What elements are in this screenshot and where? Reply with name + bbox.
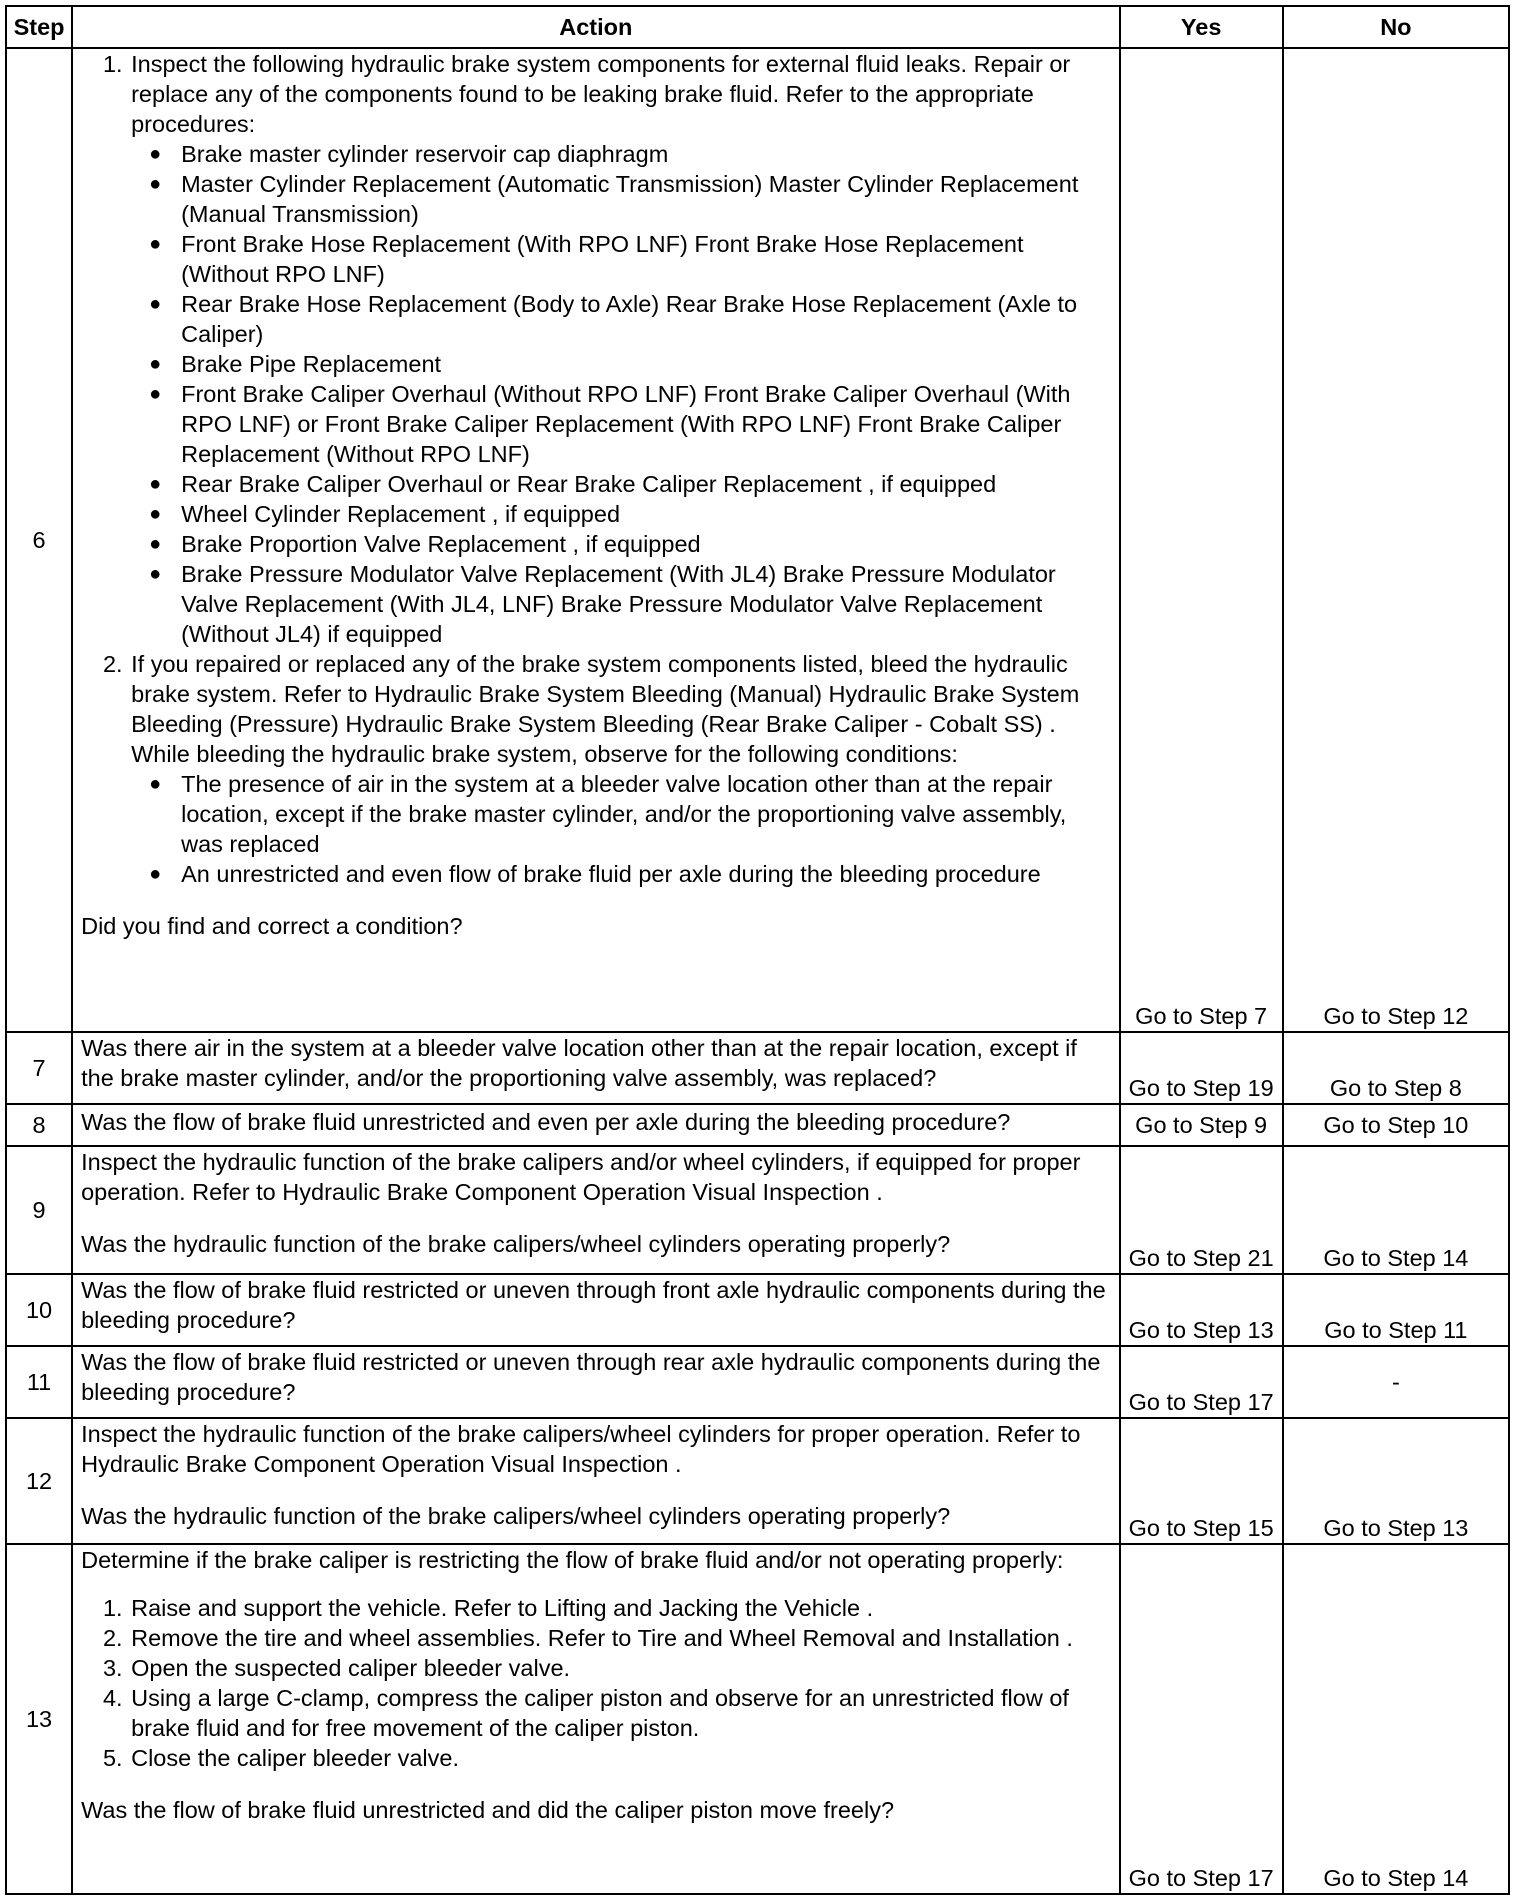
bullet-item: ● Brake master cylinder reservoir cap diaphragm bbox=[181, 139, 1110, 169]
action-cell bbox=[72, 48, 1119, 1032]
action-cell bbox=[72, 1418, 1119, 1544]
intro-text: Inspect the hydraulic function of the brake calipers/wheel cylinders for proper operation. Refer to Hydraulic Brake Component Operation Visual Inspection . bbox=[81, 1421, 1081, 1477]
bullet-item: ● Master Cylinder Replacement (Automatic Transmission) Master Cylinder Replacement (Manual Transmission) bbox=[181, 169, 1110, 229]
action-cell bbox=[72, 1544, 1119, 1894]
list-item-text: If you repaired or replaced any of the brake system components listed, bleed the hydraulic brake system. Refer to Hydraulic Brake System Bleeding (Manual) Hydraulic Brake System Bleeding (Pressure) Hydraulic Brake System Bleeding (Rear Brake Caliper - Cobalt SS) . While bleeding the hydraulic brake system, observe for the following conditions: bbox=[131, 651, 1080, 767]
question-text: Was the hydraulic function of the brake calipers/wheel cylinders operating properly? bbox=[81, 1231, 951, 1257]
action-cell bbox=[72, 1104, 1119, 1146]
step-number: 13 bbox=[6, 1544, 72, 1894]
list-item: 3. Open the suspected caliper bleeder valve. bbox=[129, 1653, 1110, 1683]
bullet-item: ● Front Brake Caliper Overhaul (Without RPO LNF) Front Brake Caliper Overhaul (With RPO LNF) or Front Brake Caliper Replacement (With RPO LNF) Front Brake Caliper Replacement (Without RPO LNF) bbox=[181, 379, 1110, 469]
action-cell bbox=[72, 1274, 1119, 1346]
numbered-list bbox=[81, 49, 1110, 889]
bullet-item: ● Brake Proportion Valve Replacement , if equipped bbox=[181, 529, 1110, 559]
intro-text: Determine if the brake caliper is restricting the flow of brake fluid and/or not operating properly: bbox=[81, 1547, 1064, 1573]
step-number: 11 bbox=[6, 1346, 72, 1418]
yes-cell: Go to Step 17 bbox=[1120, 1346, 1283, 1418]
list-item-text: Inspect the following hydraulic brake system components for external fluid leaks. Repair or replace any of the components found to be leaking brake fluid. Refer to the appropriate procedures: bbox=[131, 51, 1071, 137]
no-cell: Go to Step 13 bbox=[1283, 1418, 1509, 1544]
question-text: Did you find and correct a condition? bbox=[81, 913, 463, 939]
bullet-list bbox=[131, 139, 1110, 649]
list-item bbox=[129, 649, 1110, 889]
bullet-item: ● Wheel Cylinder Replacement , if equipped bbox=[181, 499, 1110, 529]
table-row-step-6 bbox=[6, 48, 1509, 1032]
list-item: 4. Using a large C-clamp, compress the caliper piston and observe for an unrestricted flow of brake fluid and for free movement of the caliper piston. bbox=[129, 1683, 1110, 1743]
bullet-item: ● Brake Pressure Modulator Valve Replacement (With JL4) Brake Pressure Modulator Valve Replacement (With JL4, LNF) Brake Pressure Modulator Valve Replacement (Without JL4) if equipped bbox=[181, 559, 1110, 649]
step-number: 9 bbox=[6, 1146, 72, 1274]
step-number: 10 bbox=[6, 1274, 72, 1346]
list-item: 5. Close the caliper bleeder valve. bbox=[129, 1743, 1110, 1773]
header-no: No bbox=[1283, 6, 1509, 48]
diagnostic-table bbox=[5, 5, 1510, 1895]
intro-text: Inspect the hydraulic function of the brake calipers and/or wheel cylinders, if equipped for proper operation. Refer to Hydraulic Brake Component Operation Visual Inspection . bbox=[81, 1149, 1081, 1205]
header-yes: Yes bbox=[1120, 6, 1283, 48]
table-row-step-12 bbox=[6, 1418, 1509, 1544]
list-item: 1. Raise and support the vehicle. Refer to Lifting and Jacking the Vehicle . bbox=[129, 1593, 1110, 1623]
yes-cell: Go to Step 17 bbox=[1120, 1544, 1283, 1894]
list-item: 2. Remove the tire and wheel assemblies. Refer to Tire and Wheel Removal and Installation . bbox=[129, 1623, 1110, 1653]
step-number: 7 bbox=[6, 1032, 72, 1104]
yes-cell: Go to Step 9 bbox=[1120, 1104, 1283, 1146]
bullet-item: ● Brake Pipe Replacement bbox=[181, 349, 1110, 379]
step-number: 6 bbox=[6, 48, 72, 1032]
question-text: Was the flow of brake fluid restricted or uneven through rear axle hydraulic components during the bleeding procedure? bbox=[81, 1349, 1101, 1405]
yes-cell: Go to Step 7 bbox=[1120, 48, 1283, 1032]
table-row-step-13 bbox=[6, 1544, 1509, 1894]
no-cell: Go to Step 11 bbox=[1283, 1274, 1509, 1346]
yes-cell: Go to Step 21 bbox=[1120, 1146, 1283, 1274]
table-row-step-7 bbox=[6, 1032, 1509, 1104]
bullet-item: ● Front Brake Hose Replacement (With RPO LNF) Front Brake Hose Replacement (Without RPO LNF) bbox=[181, 229, 1110, 289]
table-row-step-10 bbox=[6, 1274, 1509, 1346]
action-cell bbox=[72, 1346, 1119, 1418]
no-cell: Go to Step 14 bbox=[1283, 1544, 1509, 1894]
step-number: 12 bbox=[6, 1418, 72, 1544]
no-cell: Go to Step 10 bbox=[1283, 1104, 1509, 1146]
list-item bbox=[129, 49, 1110, 649]
bullet-item: ● Rear Brake Caliper Overhaul or Rear Brake Caliper Replacement , if equipped bbox=[181, 469, 1110, 499]
step-number: 8 bbox=[6, 1104, 72, 1146]
bullet-item: ● The presence of air in the system at a bleeder valve location other than at the repair location, except if the brake master cylinder, and/or the proportioning valve assembly, was replaced bbox=[181, 769, 1110, 859]
question-text: Was the hydraulic function of the brake calipers/wheel cylinders operating properly? bbox=[81, 1503, 951, 1529]
question-text: Was the flow of brake fluid unrestricted and did the caliper piston move freely? bbox=[81, 1797, 895, 1823]
no-cell: - bbox=[1283, 1346, 1509, 1418]
header-action: Action bbox=[72, 6, 1119, 48]
table-row-step-8 bbox=[6, 1104, 1509, 1146]
bullet-item: ● Rear Brake Hose Replacement (Body to Axle) Rear Brake Hose Replacement (Axle to Caliper) bbox=[181, 289, 1110, 349]
question-text: Was the flow of brake fluid restricted or uneven through front axle hydraulic components during the bleeding procedure? bbox=[81, 1277, 1106, 1333]
bullet-item: ● An unrestricted and even flow of brake fluid per axle during the bleeding procedure bbox=[181, 859, 1110, 889]
table-row-step-11 bbox=[6, 1346, 1509, 1418]
action-cell bbox=[72, 1032, 1119, 1104]
no-cell: Go to Step 14 bbox=[1283, 1146, 1509, 1274]
header-row bbox=[6, 6, 1509, 48]
action-cell bbox=[72, 1146, 1119, 1274]
no-cell: Go to Step 8 bbox=[1283, 1032, 1509, 1104]
header-step: Step bbox=[6, 6, 72, 48]
numbered-list bbox=[81, 1593, 1110, 1773]
bullet-list bbox=[131, 769, 1110, 889]
yes-cell: Go to Step 19 bbox=[1120, 1032, 1283, 1104]
yes-cell: Go to Step 13 bbox=[1120, 1274, 1283, 1346]
question-text: Was the flow of brake fluid unrestricted and even per axle during the bleeding procedure? bbox=[81, 1109, 1011, 1135]
no-cell: Go to Step 12 bbox=[1283, 48, 1509, 1032]
yes-cell: Go to Step 15 bbox=[1120, 1418, 1283, 1544]
question-text: Was there air in the system at a bleeder valve location other than at the repair location, except if the brake master cylinder, and/or the proportioning valve assembly, was replaced? bbox=[81, 1035, 1077, 1091]
table-row-step-9 bbox=[6, 1146, 1509, 1274]
